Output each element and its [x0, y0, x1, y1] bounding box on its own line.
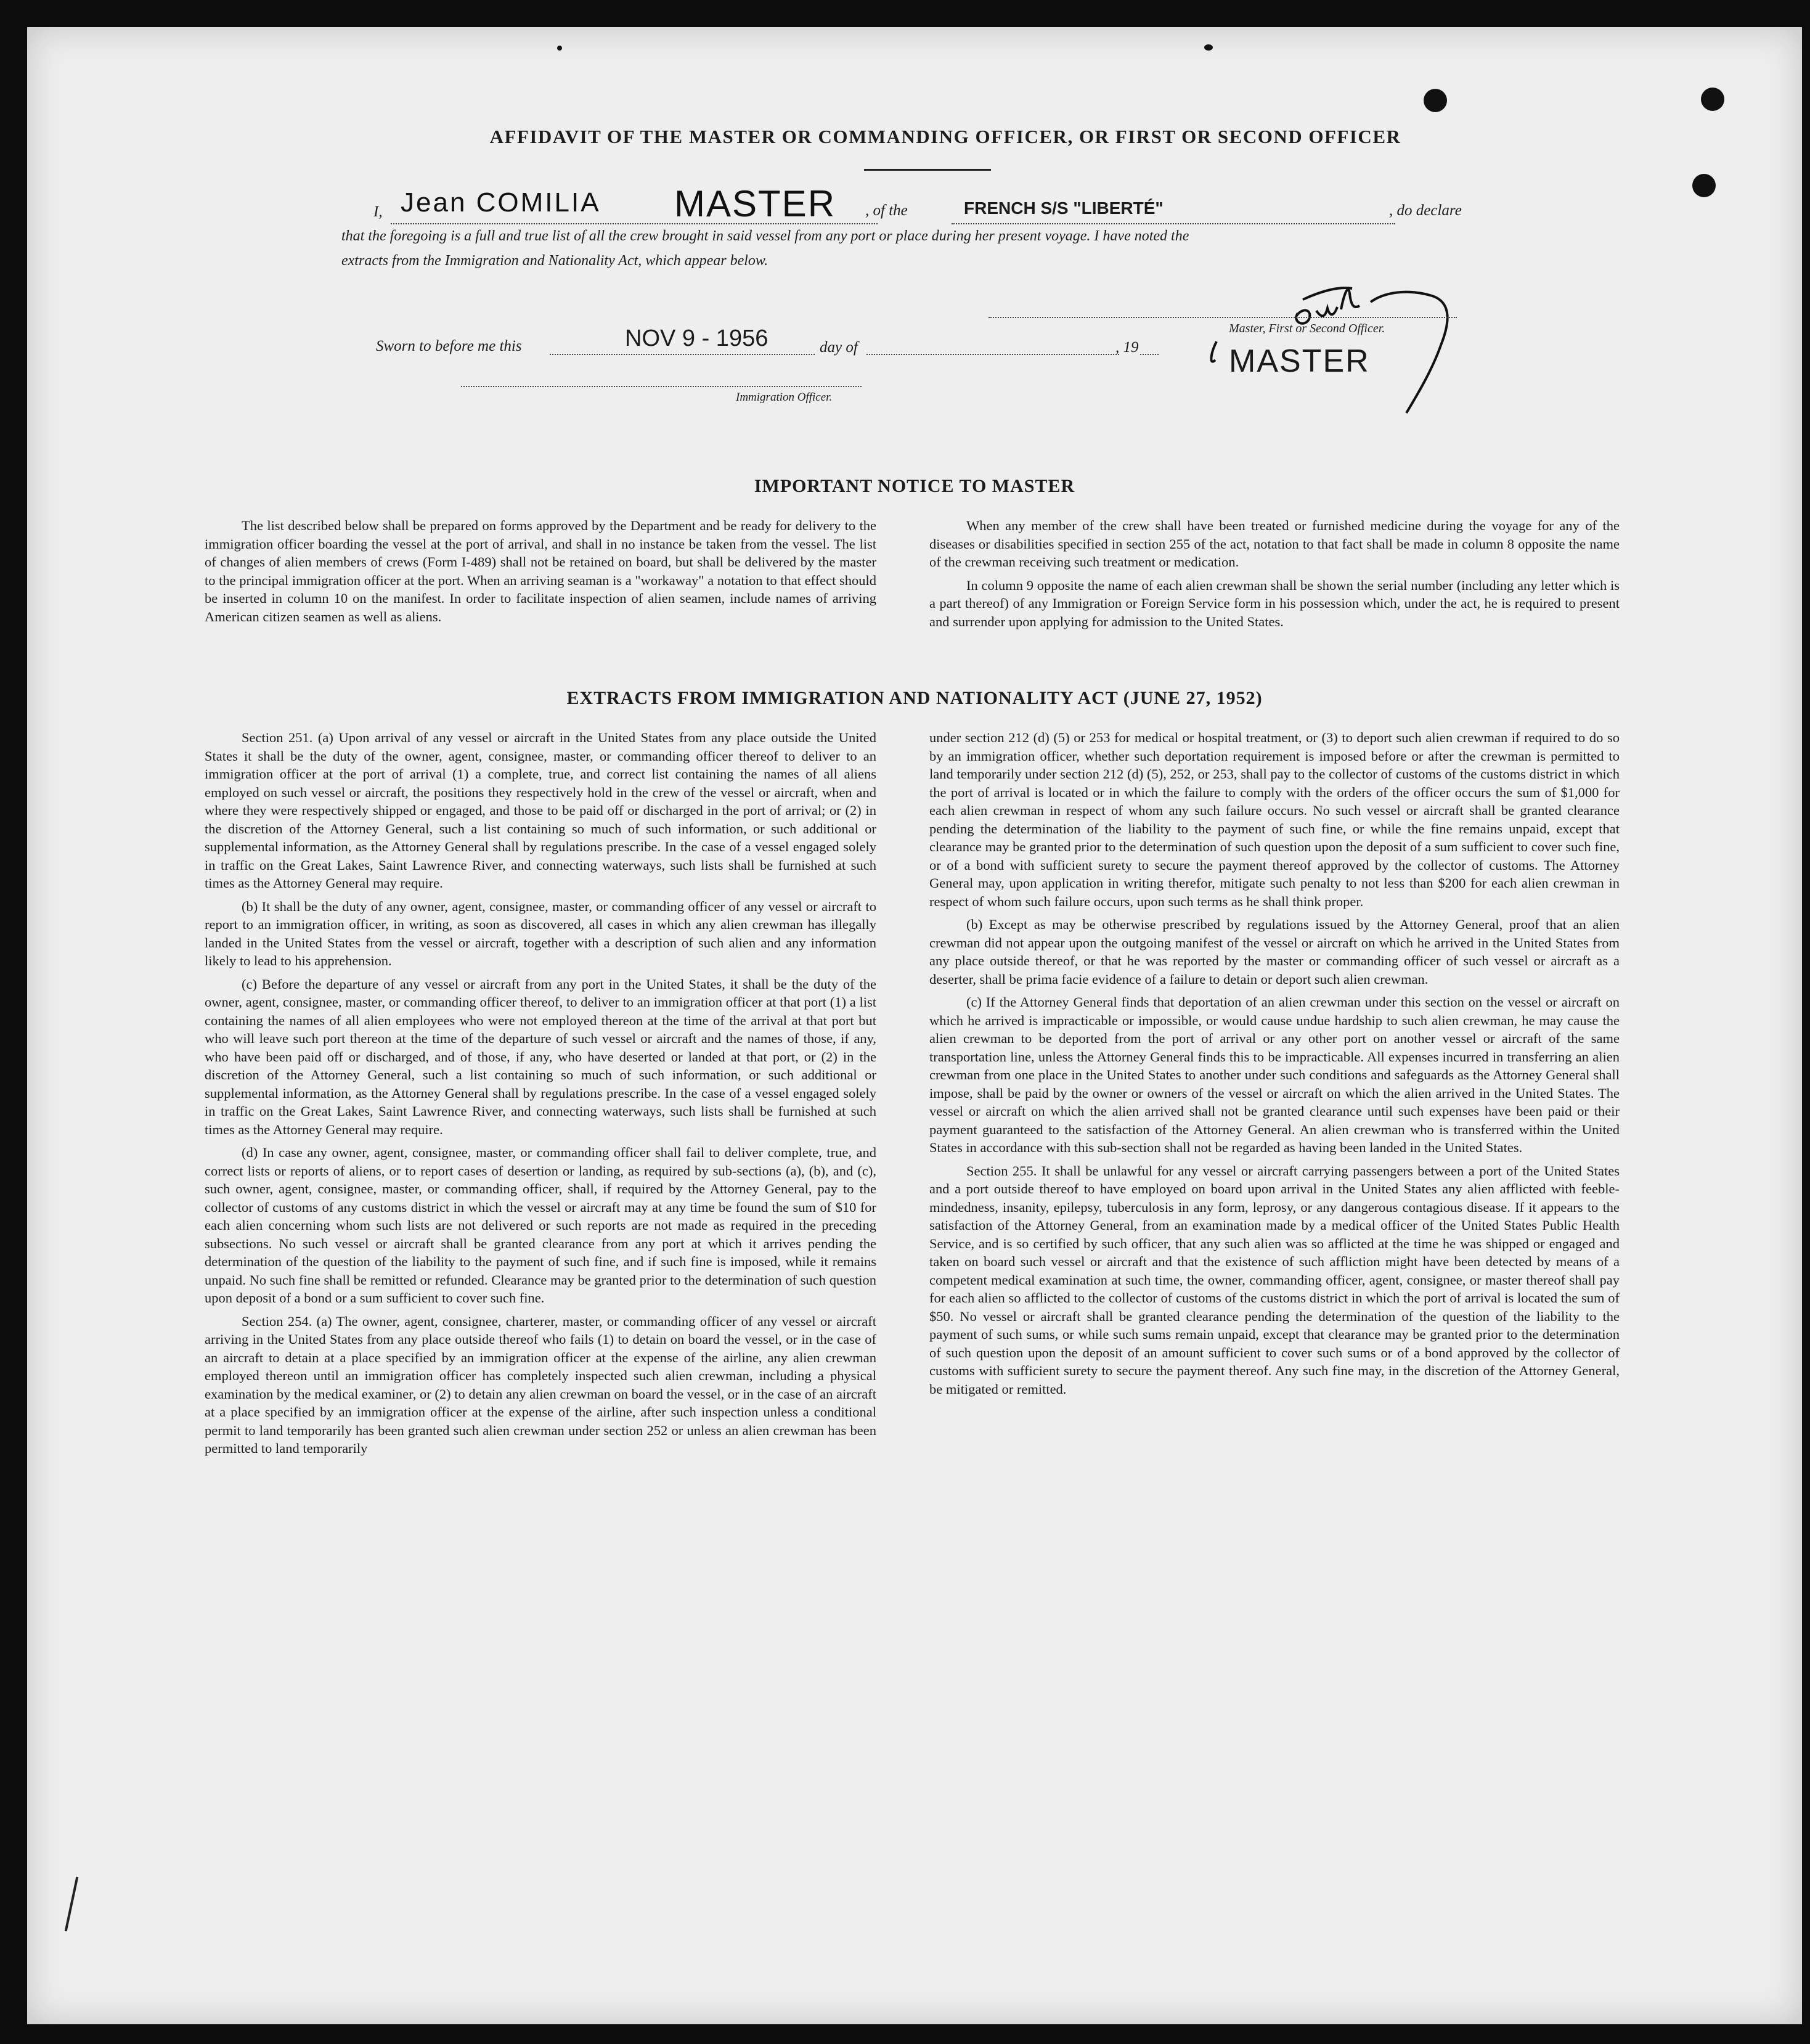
- punch-hole: [1424, 89, 1447, 112]
- vessel-name: FRENCH S/S "LIBERTÉ": [964, 198, 1164, 218]
- scan-speck: [1204, 44, 1213, 51]
- extracts-right-column: [929, 729, 1620, 1403]
- signer-caption: Master, First or Second Officer.: [1229, 322, 1385, 335]
- vessel-field-line: [952, 223, 1395, 224]
- act-section-paragraph: (b) Except as may be otherwise prescribed by regulations issued by the Attorney General, proof that an alien crewman did not appear upon the outgoing manifest of the vessel or aircraft on which he arrived in the United States from any place outside thereof, or that he was reported by the master or commanding officer of such vessel or aircraft as a deserter, shall be prima facie evidence of a failure to detain or deport such alien crewman.: [929, 917, 1620, 987]
- crew-master-name: Jean COMILIA: [401, 187, 601, 218]
- officer-signature-line: [461, 386, 862, 387]
- act-section-paragraph: Section 251. (a) Upon arrival of any vessel or aircraft in the United States from any place outside the United States it shall be the duty of the owner, agent, consignee, master, or commanding officer thereof to deliver to an immigration officer at the port of arrival (1) a complete, true, and correct list containing the names of all aliens employed on such vessel or aircraft, the positions they respectively hold in the crew of the vessel or aircraft, when and where they were respectively shipped or engaged, and those to be paid off or discharged in the port of arrival; or (2) in the discretion of the Attorney General, such a list containing so much of such information, or such additional or supplemental information, as the Attorney General shall by regulations prescribe. In the case of a vessel engaged solely in traffic on the Great Lakes, Saint Lawrence River, and connecting waterways, such lists shall be furnished at such times as the Attorney General may require.: [205, 730, 876, 891]
- extracts-left-column: [205, 729, 876, 1463]
- declaration-line-3: extracts from the Immigration and Nationality Act, which appear below.: [341, 253, 768, 269]
- year-label: , 19: [1115, 339, 1139, 356]
- form-page: [27, 27, 1802, 2024]
- affidavit-title: AFFIDAVIT OF THE MASTER OR COMMANDING OFFICER, OR FIRST OR SECOND OFFICER: [489, 126, 1401, 147]
- scan-speck: [557, 46, 562, 51]
- act-section-paragraph: Section 255. It shall be unlawful for any vessel or aircraft carrying passengers between a port of the United States and a port outside thereof to have employed on board upon arrival in the United States any alien afflicted with feeble-mindedness, insanity, epilepsy, tuberculosis in any form, leprosy, or any dangerous contagious disease. If it appears to the satisfaction of the Attorney General, from an examination made by a medical officer of the United States Public Health Service, and is so certified by such officer, that any such alien was so afflicted at the time he was shipped or engaged and taken on board such vessel or aircraft and that the existence of such affliction might have been detected by means of a competent medical examination at such time, the owner, commanding officer, agent, consignee, or master thereof shall pay for each alien so afflicted to the collector of customs of the customs district in which the port of arrival is located the sum of $50. No vessel or aircraft shall be granted clearance pending the determination of the question of the liability to the payment of such sums, or while such sums remain unpaid, except that clearance may be granted prior to the determination of such question upon the deposit of an amount sufficient to cover such sums or of a bond approved by the collector of customs with sufficient surety to secure the payment thereof. Any such fine may, in the discretion of the Attorney General, be mitigated or remitted.: [929, 1163, 1620, 1397]
- act-section-paragraph: (d) In case any owner, agent, consignee, master, or commanding officer shall fail to deliver complete, true, and correct lists or reports of aliens, or to report cases of desertion or landing, as required by sub-sections (a), (b), and (c), such owner, agent, consignee, master, or commanding officer, shall, if required by the Attorney General, pay to the collector of customs of any customs district in which the vessel or aircraft may at any time be found the sum of $10 for each alien concerning whom such lists are not delivered or such reports are not made as required in the preceding subsections. No such vessel or aircraft shall be granted clearance from any port at which it arrives pending the determination of the question of the liability to the payment of such fine, and if such fine is imposed, while it remains unpaid. No such fine shall be remitted or refunded. Clearance may be granted prior to the determination of such question upon deposit of a bond or a sum sufficient to cover such fine.: [205, 1145, 876, 1306]
- master-rank-stamp: MASTER: [674, 183, 836, 224]
- master-signer-stamp: MASTER: [1229, 343, 1370, 379]
- act-section-paragraph: (c) Before the departure of any vessel or aircraft from any port in the United States, it shall be the duty of the owner, agent, consignee, master, or commanding officer thereof, to deliver to an immigration officer at that port (1) a list containing the names of all alien employees who were not employed thereon at the time of the arrival at that port but who will leave such port thereon at the time of the departure of such vessel or aircraft and the names of those, if any, who have been paid off or discharged, and of those, if any, who have deserted or landed at that port, or (2) in the discretion of the Attorney General, such a list containing so much of such information, or such additional or supplemental information, as the Attorney General shall by regulations prescribe. In the case of a vessel engaged solely in traffic on the Great Lakes, Saint Lawrence River, and connecting waterways, such lists shall be furnished at such times as the Attorney General may require.: [205, 976, 876, 1137]
- officer-caption: Immigration Officer.: [736, 391, 833, 404]
- notice-right-column: [929, 517, 1620, 636]
- year-field-line: [1140, 354, 1159, 355]
- notice-heading: IMPORTANT NOTICE TO MASTER: [754, 476, 1075, 496]
- day-of-label: day of: [820, 339, 858, 356]
- extracts-heading: EXTRACTS FROM IMMIGRATION AND NATIONALITY ACT (JUNE 27, 1952): [566, 688, 1263, 708]
- sworn-date-stamp: NOV 9 - 1956: [625, 325, 768, 351]
- declaration-prefix: I,: [373, 203, 383, 220]
- date-field-line: [550, 354, 815, 355]
- act-section-paragraph: (b) It shall be the duty of any owner, agent, consignee, master, or commanding officer of any vessel or aircraft to report to an immigration officer, in writing, as soon as discovered, all cases in which any alien crewman has illegally landed in the United States from the vessel or aircraft, together with a description of such alien and any information likely to lead to his apprehension.: [205, 898, 876, 968]
- act-section-paragraph: (c) If the Attorney General finds that deportation of an alien crewman under this section on the vessel or aircraft on which he arrived is impracticable or impossible, or would cause undue hardship to such alien crewman, he may cause the alien crewman to be deported from the port of arrival or any other port on another vessel or aircraft of the same transportation line, unless the Attorney General finds this to be impracticable. All expenses incurred in transferring an alien crewman from one place in the United States to another under such conditions and safeguards as the Attorney General shall impose, shall be paid by the owner or owners of the vessel or aircraft on which the alien arrived in the United States. The vessel or aircraft on which the alien arrived shall not be granted clearance until such expenses have been paid or their payment guaranteed to the satisfaction of the Attorney General. An alien crewman who is transferred within the United States in accordance with this sub-section shall not be regarded as having been landed in the United States.: [929, 994, 1620, 1155]
- sworn-label: Sworn to before me this: [376, 338, 522, 354]
- scan-mark: [65, 1877, 79, 1932]
- of-the-label: , of the: [865, 202, 908, 219]
- punch-hole: [1701, 88, 1724, 111]
- act-section-paragraph: under section 212 (d) (5) or 253 for medical or hospital treatment, or (3) to deport such alien crewman if required to do so by an immigration officer, whether such deportation requirement is imposed before or after the crewman is permitted to land temporarily under section 212 (d) (5), 252, or 253, shall pay to the collector of customs of the customs district in which the port of arrival is located or in which the failure to comply with the orders of the officer occurs the sum of $1,000 for each alien crewman in respect of whom any such failure occurs. No such vessel or aircraft shall be granted clearance pending the determination of the liability to the payment of such fine, or while the fine remains unpaid, except that clearance may be granted prior to the determination of such question upon the deposit of a sum sufficient to cover such fine, or of a bond with sufficient surety to secure the payment thereof approved by the collector of customs. The Attorney General may, upon application in writing therefor, mitigate such penalty to not less than $200 for each alien crewman in respect of whom such failure occurs, upon such terms as he shall think proper.: [929, 730, 1620, 909]
- punch-hole: [1692, 174, 1716, 197]
- do-declare-label: , do declare: [1389, 202, 1462, 219]
- signature-line: [989, 317, 1457, 318]
- notice-paragraph: When any member of the crew shall have been treated or furnished medicine during the voyage for any of the diseases or disabilities specified in section 255 of the act, notation to that fact shall be made in column 8 opposite the name of the crewman receiving such treatment or medication.: [929, 518, 1620, 570]
- notice-paragraph: In column 9 opposite the name of each alien crewman shall be shown the serial number (including any letter which is a part thereof) of any Immigration or Foreign Service form in his possession which, under the act, he is required to present and surrender upon applying for admission to the United States.: [929, 577, 1620, 629]
- notice-left-column: [205, 517, 876, 631]
- act-section-paragraph: Section 254. (a) The owner, agent, consignee, charterer, master, or commanding officer of any vessel or aircraft arriving in the United States from any place outside thereof who fails (1) to detain on board the vessel, or in the case of an aircraft to detain at a place specified by an immigration officer at the expense of the airline, any alien crewman employed thereon until an immigration officer has completely inspected such alien crewman, including a physical examination by the medical examiner, or (2) to detain any alien crewman on board the vessel, or in the case of an aircraft at a place specified by an immigration officer at the expense of the airline, after such inspection unless a conditional permit to land temporarily has been granted such alien crewman under section 252 or unless an alien crewman has been permitted to land temporarily: [205, 1313, 876, 1456]
- title-rule: [864, 169, 991, 171]
- declaration-line-2: that the foregoing is a full and true list of all the crew brought in said vessel from any port or place during her present voyage. I have noted the: [341, 228, 1189, 244]
- notice-paragraph: The list described below shall be prepared on forms approved by the Department and be ready for delivery to the immigration officer boarding the vessel at the port of arrival, and shall in no instance be taken from the vessel. The list of changes of alien members of crews (Form I-489) shall not be retained on board, but shall be delivered by the master to the principal immigration officer at the port. When an arriving seaman is a "workaway" a notation to that effect should be inserted in column 10 on the manifest. In order to facilitate inspection of alien seamen, include names of arriving American citizen seamen as well as aliens.: [205, 518, 876, 624]
- month-field-line: [866, 354, 1119, 355]
